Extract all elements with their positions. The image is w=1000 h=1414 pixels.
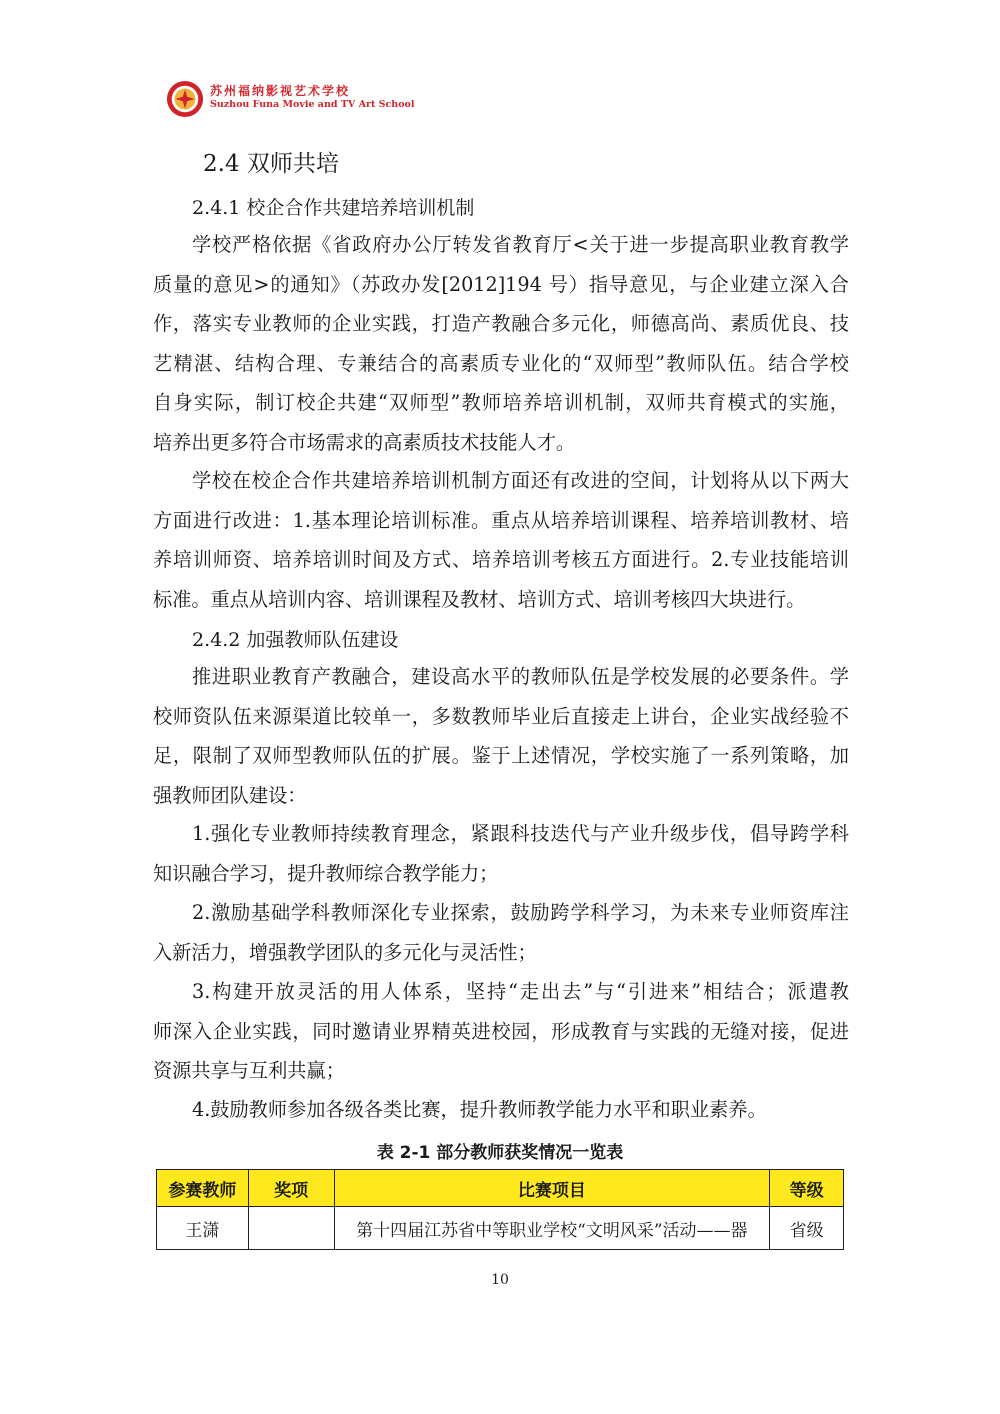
- subsection-title-1: 2.4.1 校企合作共建培养培训机制: [192, 197, 475, 219]
- text-line: 学校在校企合作共建培养培训机制方面还有改进的空间，计划将从以下两大: [192, 469, 849, 492]
- text-line: 方面进行改进：1.基本理论培训标准。重点从培养培训课程、培养培训教材、培: [153, 508, 849, 532]
- text-line: 自身实际，制订校企共建“双师型”教师培养培训机制，双师共育模式的实施，: [153, 391, 849, 414]
- text-line: 作，落实专业教师的企业实践，打造产教融合多元化，师德高尚、素质优良、技: [153, 312, 849, 335]
- list-item-3: [153, 972, 849, 1091]
- text-line: 入新活力，增强教学团队的多元化与灵活性；: [153, 940, 537, 964]
- text-line: 质量的意见>的通知》（苏政办发[2012]194 号）指导意见，与企业建立深入合: [153, 272, 849, 296]
- text-line: 师深入企业实践，同时邀请业界精英进校园，形成教育与实践的无缝对接，促进: [153, 1019, 849, 1043]
- text-line: 1.强化专业教师持续教育理念，紧跟科技迭代与产业升级步伐，倡导跨学科: [192, 822, 849, 845]
- text-line: 强教师团队建设：: [153, 783, 307, 807]
- text-line: 资源共享与互利共赢；: [153, 1059, 345, 1082]
- paragraph-1: [153, 225, 849, 462]
- table-caption: 表 2-1 部分教师获奖情况一览表: [376, 1143, 624, 1163]
- text-line: 2.激励基础学科教师深化专业探索，鼓励跨学科学习，为未来专业师资库注: [192, 901, 849, 924]
- table-row: [157, 1207, 844, 1250]
- paragraph-2: [153, 461, 849, 619]
- cell-award: [248, 1207, 334, 1250]
- text-line: 养培训师资、培养培训时间及方式、培养培训考核五方面进行。2.专业技能培训: [153, 548, 849, 571]
- text-line: 艺精湛、结构合理、专兼结合的高素质专业化的“双师型”教师队伍。结合学校: [153, 351, 849, 375]
- column-header-teacher: 参赛教师: [157, 1170, 249, 1207]
- text-line: 标准。重点从培训内容、培训课程及教材、培训方式、培训考核四大块进行。: [153, 587, 806, 611]
- table-header-row: [157, 1170, 844, 1207]
- text-line: 足，限制了双师型教师队伍的扩展。鉴于上述情况，学校实施了一系列策略，加: [153, 744, 849, 767]
- paragraph-3: [153, 657, 849, 815]
- text-line: 4.鼓励教师参加各级各类比赛，提升教师教学能力水平和职业素养。: [192, 1098, 767, 1121]
- section-title: 2.4 双师共培: [203, 151, 339, 177]
- list-item-1: [153, 814, 849, 893]
- school-name-en: Suzhou Funa Movie and TV Art School: [210, 99, 415, 110]
- awards-table: [156, 1169, 844, 1250]
- text-line: 知识融合学习，提升教师综合教学能力；: [153, 861, 499, 885]
- text-line: 培养出更多符合市场需求的高素质技术技能人才。: [153, 430, 576, 454]
- cell-competition: 第十四届江苏省中等职业学校“文明风采”活动——器: [334, 1207, 770, 1250]
- list-item-2: [153, 893, 849, 972]
- school-logo-icon: [166, 80, 204, 118]
- cell-teacher: 王潇: [157, 1207, 249, 1250]
- subsection-title-2: 2.4.2 加强教师队伍建设: [192, 629, 399, 651]
- text-line: 推进职业教育产教融合，建设高水平的教师队伍是学校发展的必要条件。学: [192, 665, 849, 688]
- page-header: [166, 80, 426, 120]
- text-line: 3.构建开放灵活的用人体系，坚持“走出去”与“引进来”相结合；派遣教: [192, 980, 849, 1003]
- page-number: 10: [491, 1272, 509, 1288]
- school-name-cn: 苏州福纳影视艺术学校: [210, 84, 351, 98]
- cell-level: 省级: [770, 1207, 844, 1250]
- text-line: 校师资队伍来源渠道比较单一，多数教师毕业后直接走上讲台，企业实战经验不: [153, 704, 849, 728]
- column-header-competition: 比赛项目: [334, 1170, 770, 1207]
- text-line: 学校严格依据《省政府办公厅转发省教育厅<关于进一步提高职业教育教学: [192, 233, 849, 256]
- column-header-award: 奖项: [248, 1170, 334, 1207]
- column-header-level: 等级: [770, 1170, 844, 1207]
- list-item-4: [153, 1090, 849, 1130]
